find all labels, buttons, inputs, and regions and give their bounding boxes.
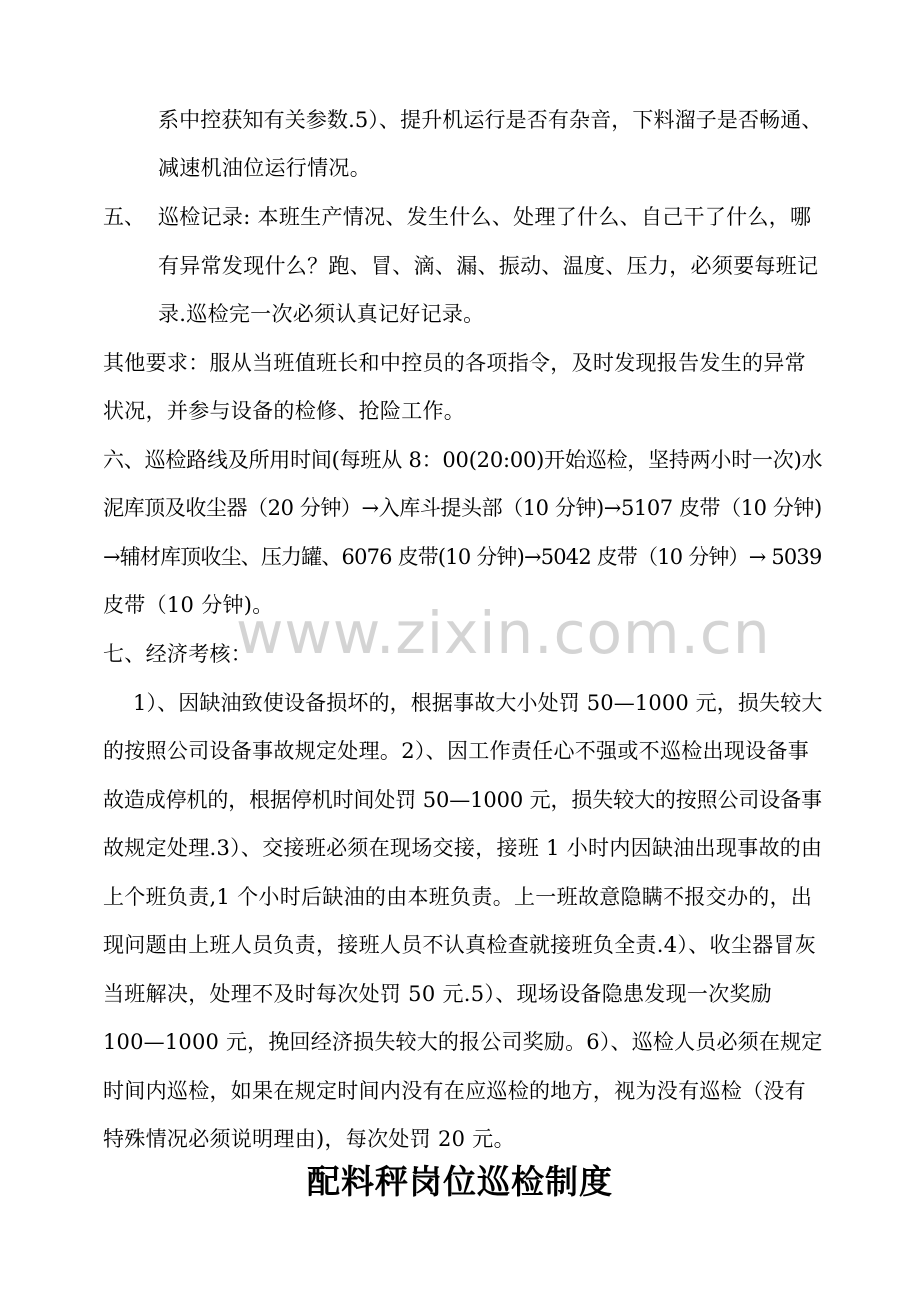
- text-line: 泥库顶及收尘器（20 分钟）→入库斗提头部（10 分钟)→5107 皮带（10 分钟): [103, 496, 822, 520]
- text-line: 特殊情况必须说明理由)，每次处罚 20 元。: [103, 1127, 515, 1151]
- text-line: 有异常发现什么？跑、冒、滴、漏、振动、温度、压力，必须要每班记: [158, 254, 819, 278]
- section-heading: 七、经济考核：: [103, 642, 253, 666]
- text-line: 皮带（10 分钟)。: [103, 593, 274, 617]
- text-line: 1）、因缺油致使设备损坏的，根据事故大小处罚 50—1000 元，损失较大: [133, 691, 823, 715]
- text-line: 状况，并参与设备的检修、抢险工作。: [103, 399, 466, 423]
- document-title: 配料秤岗位巡检制度: [307, 1162, 613, 1201]
- text-line: 录.巡检完一次必须认真记好记录。: [158, 302, 485, 326]
- text-line: 故规定处理.3）、交接班必须在现场交接，接班 1 小时内因缺油出现事故的由: [103, 836, 823, 860]
- text-line: 当班解决，处理不及时每次处罚 50 元.5）、现场设备隐患发现一次奖励: [103, 982, 773, 1006]
- text-line: 现问题由上班人员负责，接班人员不认真检查就接班负全责.4）、收尘器冒灰: [103, 933, 817, 957]
- text-line: 上个班负责,1 个小时后缺油的由本班负责。上一班故意隐瞒不报交办的，出: [103, 885, 813, 909]
- text-line: →辅材库顶收尘、压力罐、6076 皮带(10 分钟)→5042 皮带（10 分钟）→ 5039: [103, 545, 822, 569]
- text-line: 其他要求：服从当班值班长和中控员的各项指令，及时发现报告发生的异常: [103, 351, 806, 375]
- text-line: 巡检记录: 本班生产情况、发生什么、处理了什么、自己干了什么，哪: [158, 205, 812, 229]
- text-line: 六、巡检路线及所用时间(每班从 8：00(20:00)开始巡检，坚持两小时一次)水: [103, 448, 823, 472]
- text-line: 100—1000 元，挽回经济损失较大的报公司奖励。6）、巡检人员必须在规定: [103, 1030, 823, 1054]
- text-line: 时间内巡检，如果在规定时间内没有在应巡检的地方，视为没有巡检（没有: [103, 1079, 806, 1103]
- text-line: 故造成停机的，根据停机时间处罚 50—1000 元，损失较大的按照公司设备事: [103, 788, 822, 812]
- section-number: 五、: [103, 205, 145, 229]
- text-line: 系中控获知有关参数.5）、提升机运行是否有杂音，下料溜子是否畅通、: [158, 108, 823, 132]
- text-line: 减速机油位运行情况。: [158, 156, 371, 180]
- text-line: 的按照公司设备事故规定处理。2）、因工作责任心不强或不巡检出现设备事: [103, 739, 810, 763]
- watermark: www.zixin.com.cn: [236, 599, 771, 667]
